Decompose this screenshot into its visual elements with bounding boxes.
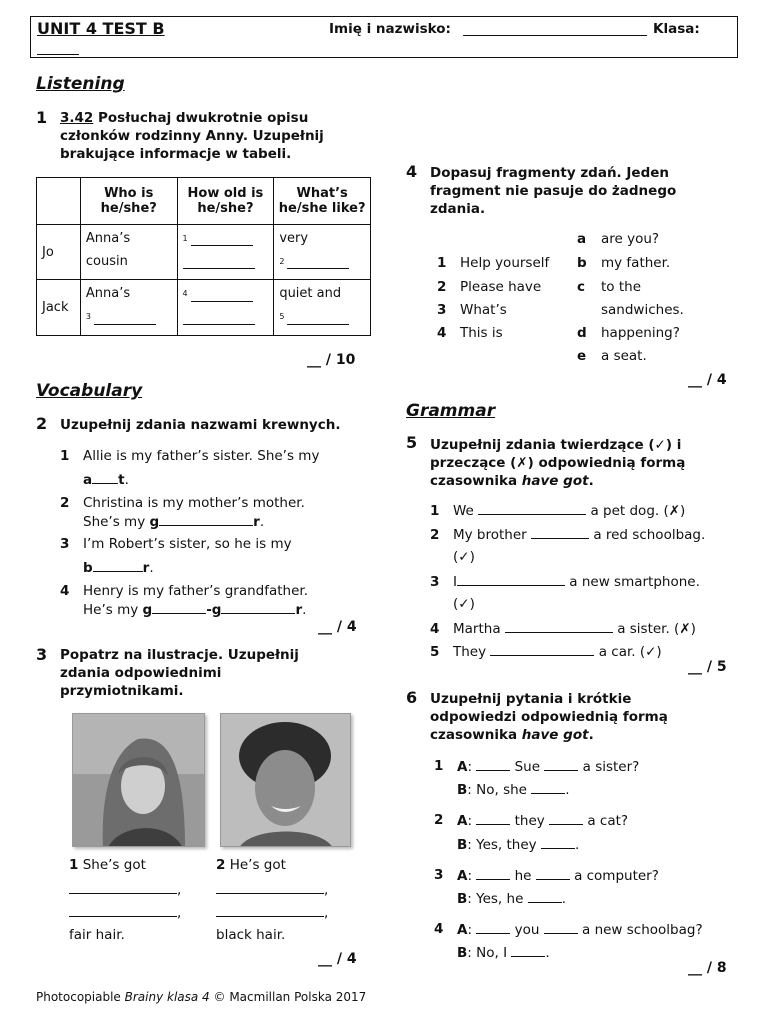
ex4-right-item: b my father.	[577, 255, 671, 271]
cell-text: Anna’s	[85, 231, 131, 246]
ex4-right-item: e a seat.	[577, 348, 647, 364]
ex2-item-answer: a t.	[83, 472, 129, 488]
cell-text: quiet and	[279, 286, 342, 302]
ex4-right-item: c to the	[577, 279, 641, 295]
answer-blank[interactable]	[191, 288, 253, 302]
table-row	[37, 225, 371, 280]
ex5-instruction-2: przeczące (✗) odpowiednią formą	[430, 455, 686, 471]
man-photo	[220, 713, 351, 847]
ex6-question: A: you a new schoolbag?	[457, 922, 703, 938]
woman-photo	[72, 713, 205, 847]
row-age	[177, 225, 274, 280]
ex3-blank-line: ,	[216, 903, 328, 922]
ex3-instruction: Popatrz na ilustracje. Uzupełnij zdania odpowiednimi przymiotnikami.	[60, 647, 299, 699]
answer-blank[interactable]	[69, 903, 177, 917]
section-grammar: Grammar	[406, 401, 496, 421]
answer-blank[interactable]	[152, 600, 206, 614]
table-header-like: What’s he/she like?	[274, 178, 371, 225]
ex5-item: 1 We a pet dog. (✗)	[430, 503, 686, 519]
ex2-item-number: 2	[60, 495, 70, 511]
cell-text: very	[279, 231, 309, 246]
ex2-item-text: Henry is my father’s grandfather.	[83, 583, 308, 599]
ex4-score: __ / 4	[688, 372, 727, 388]
ex6-score: __ / 8	[688, 960, 727, 976]
ex2-item-answer: b r.	[83, 560, 154, 576]
ex2-instruction: Uzupełnij zdania nazwami krewnych.	[60, 417, 341, 433]
ex1-instruction	[60, 109, 360, 163]
ex4-right-item: d happening?	[577, 325, 680, 341]
ex6-number: 6	[406, 688, 418, 707]
answer-blank[interactable]	[531, 525, 589, 539]
ex6-item-number: 2	[434, 812, 444, 828]
answer-blank[interactable]	[287, 311, 349, 325]
answer-blank[interactable]	[69, 880, 177, 894]
table-header-empty	[37, 178, 81, 225]
ex3-caption-1-end: fair hair.	[69, 927, 125, 943]
ex6-item-number: 3	[434, 867, 444, 883]
ex5-item-mark: (✓)	[453, 596, 475, 612]
table-header-who: Who is he/she?	[80, 178, 177, 225]
ex5-number: 5	[406, 433, 418, 452]
ex3-blank-line: ,	[69, 880, 181, 899]
table-row	[37, 280, 371, 335]
answer-blank[interactable]	[531, 780, 565, 794]
ex3-caption-2: 2 He’s got	[216, 857, 286, 873]
ex2-item-text: Allie is my father’s sister. She’s my	[83, 448, 320, 464]
ex4-left-item: 1 Help yourself	[437, 255, 550, 271]
ex3-score: __ / 4	[318, 951, 357, 967]
ex4-left-item: 3 What’s	[437, 302, 507, 318]
ex4-right-item: sandwiches.	[601, 302, 684, 318]
ex1-score: __ / 10	[307, 352, 356, 368]
ex4-instruction: Dopasuj fragmenty zdań. Jeden fragment nie pasuje do żadnego zdania.	[430, 165, 677, 217]
answer-blank[interactable]	[216, 880, 324, 894]
ex1-number: 1	[36, 108, 48, 127]
answer-blank[interactable]	[476, 866, 510, 880]
answer-blank[interactable]	[221, 600, 295, 614]
ex6-instruction-3: czasownika have got.	[430, 727, 594, 743]
answer-blank[interactable]	[478, 501, 586, 515]
unit-title: UNIT 4 TEST B	[37, 19, 165, 38]
footer-copyright: Photocopiable Brainy klasa 4 © Macmillan Polska 2017	[36, 990, 367, 1004]
answer-blank[interactable]	[536, 866, 570, 880]
answer-blank[interactable]	[490, 642, 594, 656]
answer-blank[interactable]	[544, 920, 578, 934]
ex4-left-item: 2 Please have	[437, 279, 542, 295]
answer-blank[interactable]	[183, 311, 255, 325]
answer-blank[interactable]	[92, 470, 118, 484]
ex6-item-number: 4	[434, 921, 444, 937]
ex5-score: __ / 5	[688, 659, 727, 675]
answer-blank[interactable]	[216, 903, 324, 917]
ex6-answer: B: Yes, they .	[457, 837, 580, 853]
man-illustration	[221, 714, 351, 847]
ex4-number: 4	[406, 162, 418, 181]
gap-number: 1	[182, 234, 188, 243]
row-like	[274, 280, 371, 335]
answer-blank[interactable]	[544, 757, 578, 771]
ex5-item-mark: (✓)	[453, 549, 475, 565]
row-name: Jack	[37, 280, 81, 335]
answer-blank[interactable]	[94, 311, 156, 325]
ex5-item: 2 My brother a red schoolbag.	[430, 527, 706, 543]
ex1-track: 3.42	[60, 110, 94, 126]
ex1-instruction-text: Posłuchaj dwukrotnie opisu członków rodzinny Anny. Uzupełnij brakujące informacje w tabeli.	[60, 110, 324, 162]
answer-blank[interactable]	[287, 255, 349, 269]
ex2-number: 2	[36, 414, 48, 433]
table-header-age: How old is he/she?	[177, 178, 274, 225]
row-age	[177, 280, 274, 335]
row-name: Jo	[37, 225, 81, 280]
ex6-instruction-2: odpowiedzi odpowiednią formą	[430, 709, 668, 725]
answer-blank[interactable]	[511, 943, 545, 957]
answer-blank[interactable]	[457, 572, 565, 586]
answer-blank[interactable]	[541, 835, 575, 849]
cell-text: Anna’s	[85, 286, 131, 302]
ex2-item-answer: She’s my g r.	[83, 514, 265, 530]
row-who	[80, 280, 177, 335]
ex3-caption-1: 1 She’s got	[69, 857, 146, 873]
ex5-instruction-3: czasownika have got.	[430, 473, 594, 489]
cell-text: cousin	[85, 254, 128, 269]
answer-blank[interactable]	[528, 889, 562, 903]
ex6-question: A: they a cat?	[457, 813, 629, 829]
ex3-blank-line: ,	[69, 903, 181, 922]
woman-illustration	[73, 714, 205, 847]
ex2-item-number: 1	[60, 448, 70, 464]
ex3-number: 3	[36, 645, 48, 664]
ex4-right-item: a are you?	[577, 231, 660, 247]
header-box	[30, 16, 738, 58]
ex5-item: 5 They a car. (✓)	[430, 644, 662, 660]
ex5-item: 4 Martha a sister. (✗)	[430, 621, 696, 637]
table-header-row	[37, 178, 371, 225]
name-label: Imię i nazwisko:	[329, 21, 451, 37]
ex6-instruction-1: Uzupełnij pytania i krótkie	[430, 691, 632, 707]
row-like	[274, 225, 371, 280]
answer-blank[interactable]	[476, 920, 510, 934]
answer-blank[interactable]	[191, 232, 253, 246]
ex6-answer: B: No, she .	[457, 782, 570, 798]
ex6-item-number: 1	[434, 758, 444, 774]
ex2-item-text: I’m Robert’s sister, so he is my	[83, 536, 292, 552]
ex3-blank-line: ,	[216, 880, 328, 899]
gap-number: 3	[85, 312, 91, 322]
answer-blank[interactable]	[476, 811, 510, 825]
section-vocabulary: Vocabulary	[36, 381, 143, 401]
ex2-item-answer: He’s my g -g r.	[83, 602, 307, 618]
ex2-item-number: 3	[60, 536, 70, 552]
ex2-item-number: 4	[60, 583, 70, 599]
gap-number: 5	[279, 312, 285, 322]
answer-blank[interactable]	[159, 512, 253, 526]
answer-blank[interactable]	[505, 619, 613, 633]
answer-blank[interactable]	[476, 757, 510, 771]
ex5-instruction-1: Uzupełnij zdania twierdzące (✓) i	[430, 437, 682, 453]
ex5-item: 3 I a new smartphone.	[430, 574, 700, 590]
ex2-item-text: Christina is my mother’s mother.	[83, 495, 305, 511]
name-field[interactable]	[463, 35, 647, 36]
ex6-question: A: Sue a sister?	[457, 759, 640, 775]
answer-blank[interactable]	[183, 255, 255, 269]
ex6-answer: B: Yes, he .	[457, 891, 566, 907]
ex6-question: A: he a computer?	[457, 868, 659, 884]
section-listening: Listening	[36, 74, 125, 94]
answer-blank[interactable]	[93, 558, 143, 572]
gap-number: 4	[182, 289, 188, 299]
row-who	[80, 225, 177, 280]
ex1-table	[36, 177, 371, 336]
ex2-score: __ / 4	[318, 619, 357, 635]
answer-blank[interactable]	[549, 811, 583, 825]
class-label: Klasa:	[653, 21, 700, 37]
ex6-answer: B: No, I .	[457, 945, 550, 961]
ex3-caption-2-end: black hair.	[216, 927, 286, 943]
gap-number: 2	[279, 257, 285, 266]
class-field[interactable]	[37, 54, 79, 55]
ex4-left-item: 4 This is	[437, 325, 503, 341]
